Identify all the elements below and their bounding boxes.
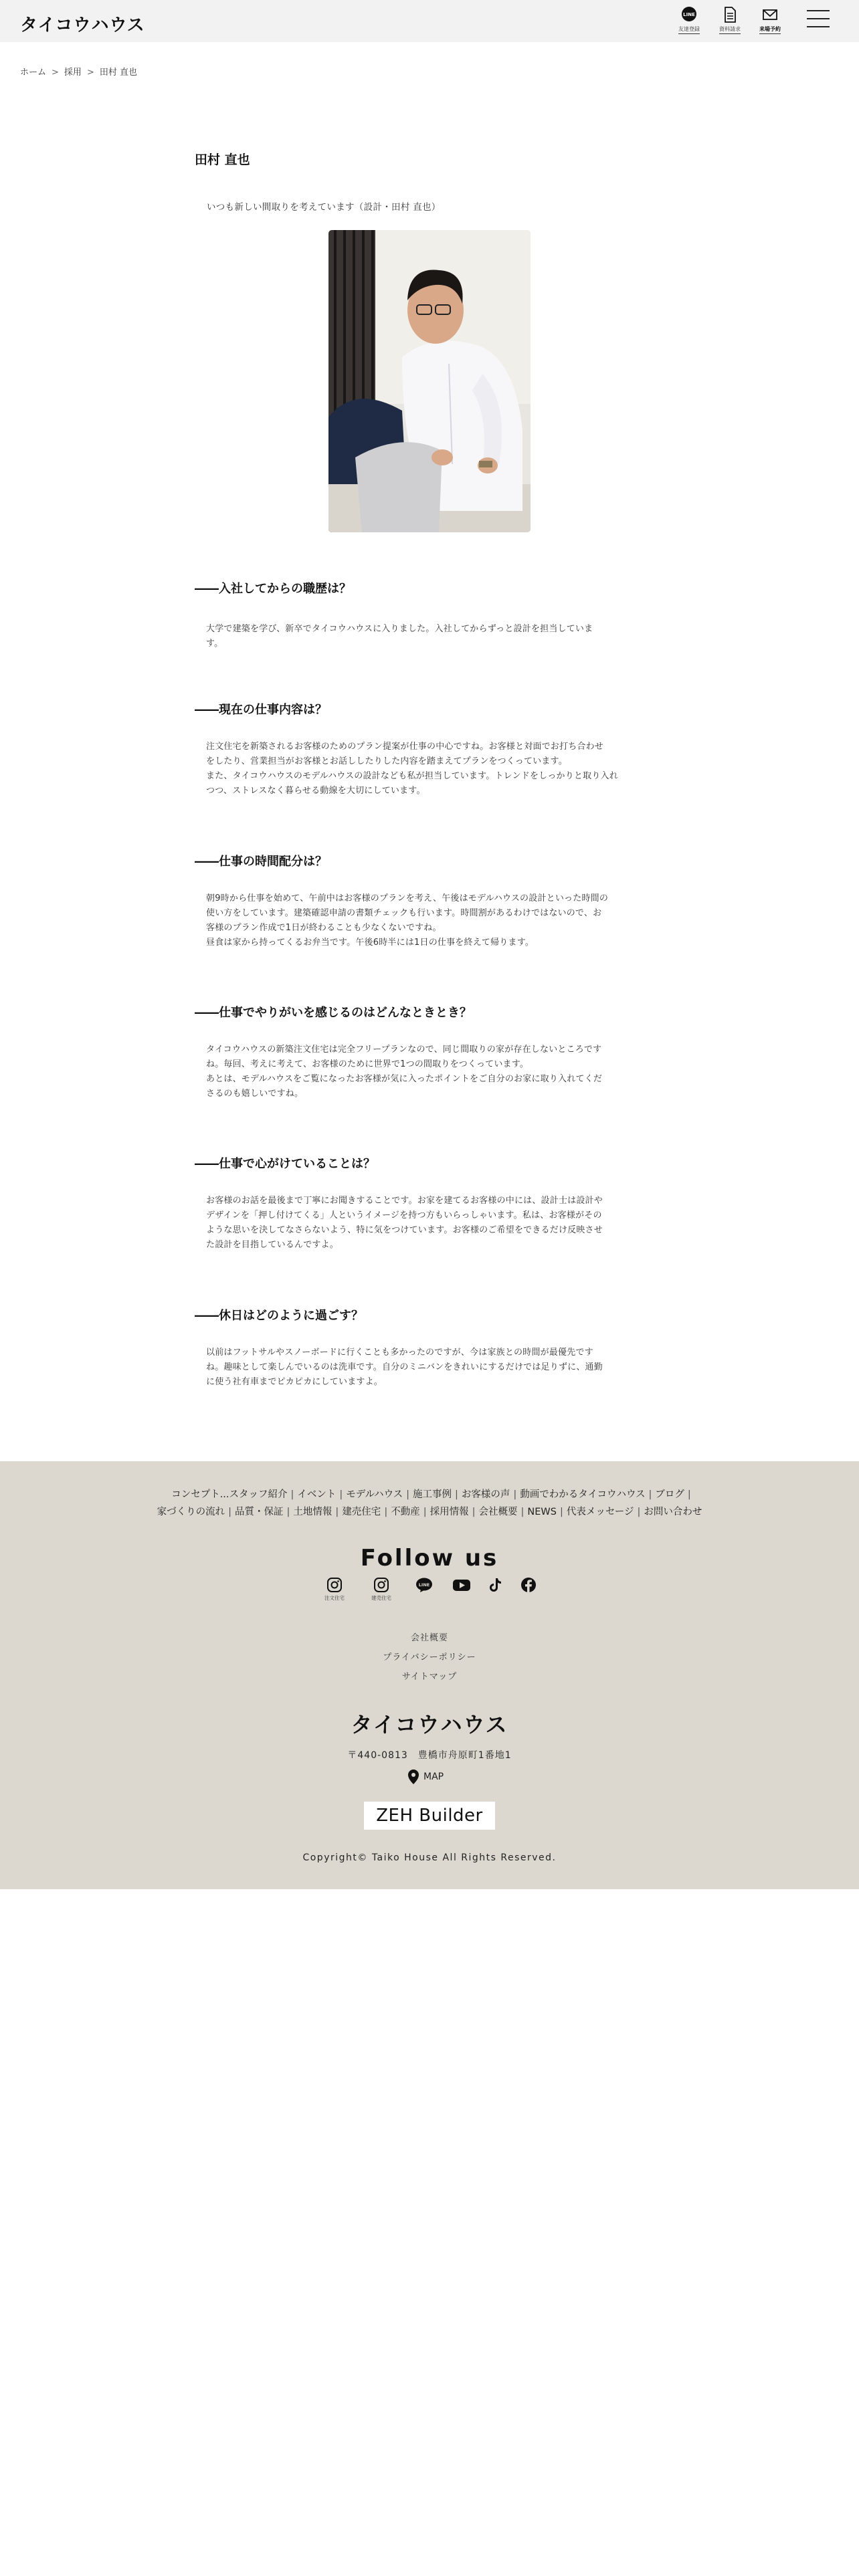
svg-text:LINE: LINE <box>418 1582 430 1588</box>
document-icon <box>721 5 739 24</box>
answer-line: た設計を目指しているんですよ。 <box>206 1240 339 1250</box>
footer-nav-link[interactable]: 建売住宅 <box>342 1507 381 1517</box>
tiktok-link[interactable] <box>483 1577 507 1593</box>
answer-line: 昼食は家から持ってくるお弁当です。午後6時半には1日の仕事を終えて帰ります。 <box>206 938 535 948</box>
menu-line <box>807 10 830 11</box>
nav-divider: | <box>384 1507 388 1517</box>
answer-text <box>206 1043 648 1101</box>
footer-nav-link[interactable]: 会社概要 <box>478 1507 518 1517</box>
nav-divider: | <box>423 1507 427 1517</box>
footer-nav-link[interactable]: モデルハウス <box>346 1489 403 1500</box>
nav-divider: | <box>290 1489 294 1500</box>
answer-line: ね。毎回、考えに考えて、お客様のために世界で1つの間取りをつくっています。 <box>206 1059 529 1069</box>
line-icon <box>415 1577 433 1593</box>
answer-line: をしたり、営業担当がお客様とお話ししたりした内容を踏まえてプランをつくっています。 <box>206 756 567 766</box>
breadcrumb-home[interactable]: ホーム <box>20 68 47 78</box>
nav-divider: | <box>286 1507 290 1517</box>
line-link[interactable] <box>412 1577 436 1593</box>
copyright: Copyright© Taiko House All Rights Reserved. <box>302 1852 557 1863</box>
answer-line: に使う社有車までピカピカにしていますよ。 <box>206 1377 383 1387</box>
nav-divider: | <box>339 1489 343 1500</box>
answer-text <box>206 622 648 651</box>
answer-line: 以前はフットサルやスノーボードに行くことも多かったのですが、今は家族との時間が最優先です <box>206 1348 593 1358</box>
footer-logo: タイコウハウス <box>351 1712 508 1737</box>
social-links <box>322 1577 537 1604</box>
footer-nav-link[interactable]: お客様の声 <box>461 1489 510 1500</box>
answer-line: お客様のお話を最後まで丁寧にお聞きすることです。お家を建てるお客様の中には、設計士は設計や <box>206 1196 603 1206</box>
footer-nav-link[interactable]: ブログ <box>655 1489 684 1500</box>
footer-link-company[interactable]: 会社概要 <box>410 1633 448 1643</box>
site-header <box>0 0 859 42</box>
staff-name: 田村 直也 <box>195 152 250 167</box>
map-label: MAP <box>423 1772 444 1782</box>
footer-nav-row <box>0 1504 859 1518</box>
answer-line: 朝9時から仕事を始めて、午前中はお客様のプランを考え、午後はモデルハウスの設計といった時間の <box>206 893 609 903</box>
answer-line: 大学で建築を学び、新卒でタイコウハウスに入りました。入社してからずっと設計を担当していま <box>206 624 593 634</box>
mail-icon <box>761 5 779 24</box>
nav-divider: | <box>559 1507 563 1517</box>
instagram-icon <box>373 1577 389 1593</box>
footer-nav-link[interactable]: 土地情報 <box>293 1507 332 1517</box>
answer-text <box>206 1346 648 1390</box>
question-heading: ――仕事の時間配分は？ <box>195 855 327 869</box>
visit-reservation-label: 来場予約 <box>759 25 781 34</box>
answer-line: さるのも嬉しいですね。 <box>206 1089 304 1099</box>
breadcrumb <box>20 65 137 78</box>
line-friend-label: 友達登録 <box>678 25 700 34</box>
answer-line: つつ、ストレスなく暮らせる動線を大切にしています。 <box>206 786 425 796</box>
nav-divider: | <box>648 1489 652 1500</box>
footer-nav-link[interactable]: 施工事例 <box>413 1489 452 1500</box>
question-heading: ――仕事でやりがいを感じるのはどんなときとき？ <box>195 1006 472 1020</box>
answer-text <box>206 740 648 798</box>
document-request-label: 資料請求 <box>719 25 741 34</box>
document-request-button[interactable] <box>711 5 749 36</box>
nav-divider: | <box>228 1507 232 1517</box>
nav-divider: | <box>406 1489 410 1500</box>
nav-divider: | <box>513 1489 517 1500</box>
footer-link-sitemap[interactable]: サイトマップ <box>401 1672 458 1682</box>
youtube-icon <box>452 1577 471 1593</box>
question-heading: ――仕事で心がけていることは？ <box>195 1157 375 1171</box>
hamburger-menu-button[interactable] <box>807 10 830 30</box>
nav-divider: | <box>520 1507 524 1517</box>
question-heading: ――休日はどのように過ごす？ <box>195 1309 363 1323</box>
social-label: 建売住宅 <box>371 1595 391 1601</box>
footer-nav-link[interactable]: 不動産 <box>391 1507 420 1517</box>
footer-nav-link[interactable]: 代表メッセージ <box>566 1507 634 1517</box>
answer-text <box>206 1194 648 1253</box>
answer-line: ような思いを決してなさらないよう、特に気をつけています。お客様のご希望をできるだけ反映させ <box>206 1225 603 1235</box>
instagram-icon <box>326 1577 343 1593</box>
social-label: 注文住宅 <box>324 1595 345 1601</box>
nav-divider: | <box>335 1507 339 1517</box>
footer-nav-row <box>0 1487 859 1501</box>
footer-nav-link[interactable]: イベント <box>297 1489 337 1500</box>
map-link[interactable] <box>407 1768 444 1786</box>
footer-nav-link[interactable]: 採用情報 <box>430 1507 469 1517</box>
line-icon <box>680 5 698 24</box>
staff-photo <box>328 230 531 532</box>
instagram-ready-built-link[interactable] <box>369 1577 393 1602</box>
instagram-order-house-link[interactable] <box>322 1577 347 1602</box>
footer-nav-link[interactable]: コンセプト...スタッフ紹介 <box>171 1489 288 1500</box>
visit-reservation-button[interactable] <box>751 5 789 36</box>
answer-text <box>206 891 648 950</box>
question-heading: ――現在の仕事内容は？ <box>195 703 327 717</box>
footer-nav-link[interactable]: NEWS <box>527 1507 557 1517</box>
site-footer <box>0 1461 859 1889</box>
breadcrumb-current: 田村 直也 <box>99 68 137 78</box>
photo-caption: いつも新しい間取りを考えています（設計・田村 直也） <box>207 202 441 213</box>
facebook-link[interactable] <box>516 1577 541 1593</box>
answer-line: デザインを「押し付けてくる」人というイメージを持つ方もいらっしゃいます。私は、お客様がその <box>206 1210 602 1220</box>
footer-nav-link[interactable]: 家づくりの流れ <box>157 1507 225 1517</box>
nav-divider: | <box>687 1489 691 1500</box>
zeh-builder-badge: ZEH Builder <box>364 1802 495 1830</box>
map-pin-icon <box>407 1769 419 1785</box>
breadcrumb-separator: > <box>52 68 59 78</box>
nav-divider: | <box>472 1507 476 1517</box>
answer-line: あとは、モデルハウスをご覧になったお客様が気に入ったポイントをご自分のお家に取り入れてくだ <box>206 1074 603 1084</box>
nav-divider: | <box>455 1489 458 1500</box>
answer-line: また、タイコウハウスのモデルハウスの設計なども私が担当しています。トレンドをしっかりと取り入れ <box>206 771 618 781</box>
footer-link-privacy[interactable]: プライバシーポリシー <box>383 1652 476 1662</box>
facebook-icon <box>520 1577 537 1593</box>
menu-line <box>807 26 830 27</box>
answer-line: す。 <box>206 639 223 649</box>
footer-nav-link[interactable]: お問い合わせ <box>644 1507 702 1517</box>
question-heading: ――入社してからの職歴は？ <box>195 582 351 596</box>
youtube-link[interactable] <box>450 1577 474 1593</box>
answer-line: 注文住宅を新築されるお客様のためのプラン提案が仕事の中心ですね。お客様と対面でお打ち合わせ <box>206 742 604 752</box>
tiktok-icon <box>487 1577 503 1593</box>
breadcrumb-separator: > <box>86 68 94 78</box>
answer-line: タイコウハウスの新築注文住宅は完全フリープランなので、同じ間取りの家が存在しないところです <box>206 1045 602 1055</box>
footer-nav-link[interactable]: 品質・保証 <box>235 1507 284 1517</box>
follow-us-heading: Follow us <box>360 1545 499 1572</box>
footer-nav-link[interactable]: 動画でわかるタイコウハウス <box>520 1489 646 1500</box>
footer-address: 〒440-0813 豊橋市舟原町1番地1 <box>347 1750 512 1761</box>
answer-line: 使い方をしています。建築確認申請の書類チェックも行います。時間割があるわけではないので、お <box>206 908 602 918</box>
nav-divider: | <box>637 1507 641 1517</box>
line-friend-button[interactable] <box>670 5 708 36</box>
menu-line <box>807 18 830 19</box>
svg-text:LINE: LINE <box>683 12 695 17</box>
site-logo[interactable]: タイコウハウス <box>20 15 145 35</box>
breadcrumb-recruit[interactable]: 採用 <box>64 68 82 78</box>
answer-line: ね。趣味として楽しんでいるのは洗車です。自分のミニバンをきれいにするだけでは足りずに、通勤 <box>206 1362 603 1372</box>
answer-line: 客様のプラン作成で1日が終わることも少なくないですね。 <box>206 923 442 933</box>
